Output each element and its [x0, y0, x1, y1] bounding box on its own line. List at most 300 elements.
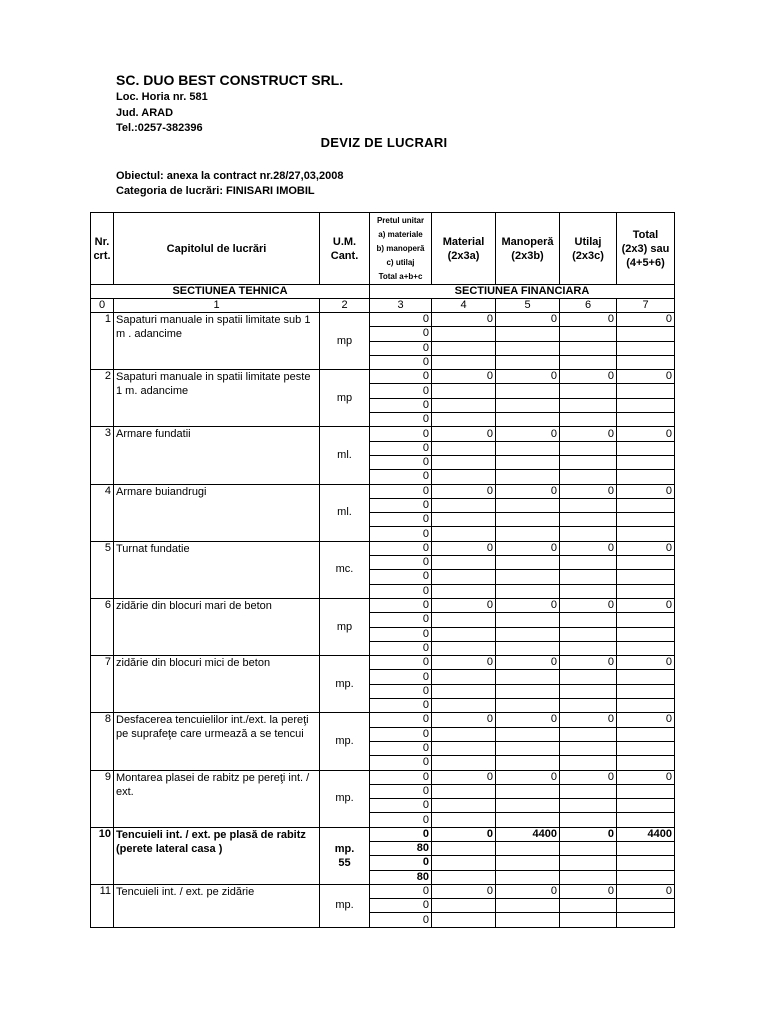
unit-price: 0 [370, 584, 432, 598]
row-unit-label: mp. [335, 677, 354, 690]
empty-cell [617, 570, 675, 584]
row-number: 1 [91, 313, 114, 370]
empty-cell [496, 741, 560, 755]
empty-cell [617, 756, 675, 770]
empty-cell [617, 413, 675, 427]
manopera-value: 0 [496, 770, 560, 784]
empty-cell [432, 784, 496, 798]
unit-price: 0 [370, 398, 432, 412]
empty-cell [496, 699, 560, 713]
utilaj-value: 0 [560, 484, 617, 498]
empty-cell [496, 799, 560, 813]
empty-cell [560, 441, 617, 455]
empty-cell [432, 641, 496, 655]
row-quantity: 55 [338, 856, 351, 869]
empty-cell [432, 727, 496, 741]
empty-cell [560, 527, 617, 541]
utilaj-value: 0 [560, 598, 617, 612]
empty-cell [617, 913, 675, 927]
empty-cell [617, 327, 675, 341]
unit-price: 0 [370, 613, 432, 627]
row-number: 7 [91, 656, 114, 713]
empty-cell [617, 556, 675, 570]
unit-price: 0 [370, 727, 432, 741]
table-row [91, 598, 675, 612]
unit-price: 0 [370, 570, 432, 584]
material-value: 0 [432, 370, 496, 384]
row-number: 6 [91, 598, 114, 655]
manopera-value: 0 [496, 656, 560, 670]
empty-cell [496, 441, 560, 455]
empty-cell [560, 327, 617, 341]
document-title: DEVIZ DE LUCRARI [320, 135, 448, 150]
utilaj-value: 0 [560, 370, 617, 384]
manopera-value: 0 [496, 427, 560, 441]
row-description: Tencuieli int. / ext. pe zidărie [114, 884, 320, 927]
unit-price: 0 [370, 884, 432, 898]
empty-cell [617, 741, 675, 755]
unit-price: 0 [370, 427, 432, 441]
empty-cell [617, 384, 675, 398]
col-index: 6 [560, 299, 617, 313]
empty-cell [617, 513, 675, 527]
section-financiara: SECTIUNEA FINANCIARA [370, 285, 675, 299]
utilaj-value: 0 [560, 313, 617, 327]
row-number: 5 [91, 541, 114, 598]
header-um: U.M. Cant. [320, 213, 370, 285]
material-value: 0 [432, 656, 496, 670]
header-pret-line: Pretul unitar [376, 215, 425, 225]
empty-cell [432, 913, 496, 927]
empty-cell [496, 470, 560, 484]
row-unit [320, 656, 370, 713]
empty-cell [432, 355, 496, 369]
empty-cell [496, 398, 560, 412]
table-row [91, 827, 675, 841]
unit-price: 0 [370, 527, 432, 541]
row-number: 11 [91, 884, 114, 927]
row-unit-label: ml. [337, 448, 352, 461]
unit-price: 0 [370, 627, 432, 641]
row-description: zidărie din blocuri mici de beton [114, 656, 320, 713]
col-index: 5 [496, 299, 560, 313]
unit-price: 0 [370, 684, 432, 698]
material-value: 0 [432, 484, 496, 498]
empty-cell [617, 870, 675, 884]
manopera-value: 0 [496, 884, 560, 898]
empty-cell [617, 799, 675, 813]
unit-price: 0 [370, 699, 432, 713]
col-index: 4 [432, 299, 496, 313]
row-description: Montarea plasei de rabitz pe pereţi int. / ext. [114, 770, 320, 827]
row-number: 9 [91, 770, 114, 827]
empty-cell [560, 613, 617, 627]
unit-price: 0 [370, 355, 432, 369]
col-index: 0 [91, 299, 114, 313]
header-pret-line: Total a+b+c [378, 271, 423, 281]
row-unit [320, 484, 370, 541]
table-row [91, 884, 675, 898]
unit-price: 80 [370, 870, 432, 884]
header-pret [370, 213, 432, 285]
empty-cell [560, 784, 617, 798]
row-number: 3 [91, 427, 114, 484]
empty-cell [496, 870, 560, 884]
company-county: Jud. ARAD [116, 106, 174, 119]
empty-cell [496, 856, 560, 870]
empty-cell [560, 856, 617, 870]
empty-cell [617, 613, 675, 627]
empty-cell [496, 455, 560, 469]
unit-price: 0 [370, 441, 432, 455]
empty-cell [560, 413, 617, 427]
total-value: 0 [617, 770, 675, 784]
empty-cell [617, 641, 675, 655]
empty-cell [432, 627, 496, 641]
table-row [91, 484, 675, 498]
unit-price: 0 [370, 741, 432, 755]
empty-cell [560, 498, 617, 512]
unit-price: 0 [370, 899, 432, 913]
empty-cell [432, 470, 496, 484]
utilaj-value: 0 [560, 541, 617, 555]
empty-cell [496, 498, 560, 512]
table-row [91, 770, 675, 784]
empty-cell [560, 699, 617, 713]
manopera-value: 0 [496, 313, 560, 327]
unit-price: 0 [370, 813, 432, 827]
row-description: Turnat fundatie [114, 541, 320, 598]
total-value: 0 [617, 427, 675, 441]
row-unit [320, 427, 370, 484]
empty-cell [560, 556, 617, 570]
empty-cell [432, 455, 496, 469]
empty-cell [432, 841, 496, 855]
empty-cell [560, 841, 617, 855]
empty-cell [560, 756, 617, 770]
empty-cell [496, 627, 560, 641]
material-value: 0 [432, 884, 496, 898]
header-pret-line: c) utilaj [386, 257, 415, 267]
object-block [116, 169, 343, 199]
empty-cell [560, 384, 617, 398]
empty-cell [617, 455, 675, 469]
empty-cell [432, 699, 496, 713]
empty-cell [617, 813, 675, 827]
empty-cell [617, 584, 675, 598]
empty-cell [617, 899, 675, 913]
unit-price: 0 [370, 513, 432, 527]
unit-price: 0 [370, 498, 432, 512]
empty-cell [560, 899, 617, 913]
empty-cell [617, 341, 675, 355]
row-description: Armare fundatii [114, 427, 320, 484]
unit-price: 0 [370, 341, 432, 355]
empty-cell [496, 413, 560, 427]
row-description: Tencuieli int. / ext. pe plasă de rabitz (perete lateral casa ) [114, 827, 320, 884]
utilaj-value: 0 [560, 884, 617, 898]
empty-cell [560, 870, 617, 884]
utilaj-value: 0 [560, 713, 617, 727]
empty-cell [432, 584, 496, 598]
empty-cell [496, 613, 560, 627]
row-unit-label: mp. [335, 792, 354, 805]
empty-cell [432, 856, 496, 870]
manopera-value: 4400 [496, 827, 560, 841]
empty-cell [617, 470, 675, 484]
manopera-value: 0 [496, 598, 560, 612]
row-unit [320, 598, 370, 655]
empty-cell [432, 327, 496, 341]
empty-cell [496, 784, 560, 798]
empty-cell [617, 498, 675, 512]
unit-price: 0 [370, 484, 432, 498]
unit-price: 0 [370, 384, 432, 398]
empty-cell [560, 741, 617, 755]
row-description: Sapaturi manuale in spatii limitate sub 1 m . adancime [114, 313, 320, 370]
empty-cell [617, 527, 675, 541]
unit-price: 0 [370, 370, 432, 384]
total-value: 0 [617, 313, 675, 327]
empty-cell [432, 670, 496, 684]
empty-cell [560, 355, 617, 369]
empty-cell [432, 684, 496, 698]
total-value: 0 [617, 656, 675, 670]
empty-cell [432, 899, 496, 913]
unit-price: 0 [370, 313, 432, 327]
company-name: SC. DUO BEST CONSTRUCT SRL. [116, 72, 344, 88]
empty-cell [432, 341, 496, 355]
unit-price: 0 [370, 455, 432, 469]
row-unit [320, 313, 370, 370]
empty-cell [432, 870, 496, 884]
empty-cell [496, 670, 560, 684]
material-value: 0 [432, 598, 496, 612]
empty-cell [496, 684, 560, 698]
utilaj-value: 0 [560, 656, 617, 670]
row-number: 4 [91, 484, 114, 541]
company-phone: Tel.:0257-382396 [116, 122, 203, 134]
empty-cell [496, 756, 560, 770]
empty-cell [496, 556, 560, 570]
row-unit-label: mp. [335, 899, 354, 912]
object-line: Obiectul: anexa la contract nr.28/27,03,2008 [116, 170, 344, 182]
empty-cell [432, 398, 496, 412]
row-unit-label: mc. [335, 563, 354, 576]
empty-cell [496, 641, 560, 655]
empty-cell [560, 799, 617, 813]
empty-cell [560, 470, 617, 484]
row-unit [320, 370, 370, 427]
empty-cell [496, 327, 560, 341]
row-number: 10 [91, 827, 114, 884]
material-value: 0 [432, 427, 496, 441]
empty-cell [560, 913, 617, 927]
row-unit-label: mp [336, 391, 353, 404]
empty-cell [617, 784, 675, 798]
manopera-value: 0 [496, 370, 560, 384]
empty-cell [560, 641, 617, 655]
col-index: 1 [114, 299, 320, 313]
empty-cell [496, 527, 560, 541]
row-unit [320, 884, 370, 927]
table-row [91, 713, 675, 727]
empty-cell [432, 799, 496, 813]
col-index: 3 [370, 299, 432, 313]
unit-price: 0 [370, 713, 432, 727]
row-unit-label: ml. [337, 506, 352, 519]
empty-cell [560, 684, 617, 698]
unit-price: 0 [370, 827, 432, 841]
unit-price: 0 [370, 656, 432, 670]
row-unit [320, 827, 370, 884]
table-row [91, 656, 675, 670]
empty-cell [617, 699, 675, 713]
row-unit-label: mp [336, 620, 353, 633]
empty-cell [496, 341, 560, 355]
empty-cell [560, 627, 617, 641]
unit-price: 0 [370, 856, 432, 870]
material-value: 0 [432, 770, 496, 784]
utilaj-value: 0 [560, 827, 617, 841]
row-unit-label: mp. [334, 842, 355, 855]
empty-cell [432, 556, 496, 570]
empty-cell [560, 398, 617, 412]
empty-cell [496, 570, 560, 584]
row-unit-label: mp [336, 334, 353, 347]
unit-price: 80 [370, 841, 432, 855]
row-description: Armare buiandrugi [114, 484, 320, 541]
unit-price: 0 [370, 413, 432, 427]
empty-cell [432, 613, 496, 627]
unit-price: 0 [370, 784, 432, 798]
total-value: 0 [617, 541, 675, 555]
empty-cell [617, 841, 675, 855]
total-value: 0 [617, 598, 675, 612]
total-value: 0 [617, 713, 675, 727]
empty-cell [496, 584, 560, 598]
empty-cell [432, 813, 496, 827]
utilaj-value: 0 [560, 427, 617, 441]
total-value: 0 [617, 484, 675, 498]
row-unit [320, 541, 370, 598]
empty-cell [617, 856, 675, 870]
table-row [91, 541, 675, 555]
header-utilaj: Utilaj (2x3c) [560, 213, 617, 285]
empty-cell [432, 527, 496, 541]
manopera-value: 0 [496, 541, 560, 555]
empty-cell [496, 384, 560, 398]
material-value: 0 [432, 541, 496, 555]
header-pret-line: b) manoperă [376, 243, 425, 253]
row-number: 8 [91, 713, 114, 770]
material-value: 0 [432, 313, 496, 327]
empty-cell [496, 899, 560, 913]
empty-cell [432, 441, 496, 455]
empty-cell [617, 441, 675, 455]
empty-cell [496, 355, 560, 369]
header-material: Material (2x3a) [432, 213, 496, 285]
empty-cell [432, 756, 496, 770]
row-description: zidărie din blocuri mari de beton [114, 598, 320, 655]
empty-cell [560, 341, 617, 355]
unit-price: 0 [370, 799, 432, 813]
row-unit [320, 713, 370, 770]
empty-cell [560, 570, 617, 584]
company-address: Loc. Horia nr. 581 [116, 91, 208, 103]
estimate-table [90, 212, 675, 928]
empty-cell [560, 813, 617, 827]
empty-cell [617, 727, 675, 741]
unit-price: 0 [370, 327, 432, 341]
header-total: Total (2x3) sau (4+5+6) [617, 213, 675, 285]
unit-price: 0 [370, 670, 432, 684]
company-header [116, 70, 343, 137]
unit-price: 0 [370, 556, 432, 570]
unit-price: 0 [370, 598, 432, 612]
material-value: 0 [432, 713, 496, 727]
section-tehnica: SECTIUNEA TEHNICA [91, 285, 370, 299]
header-capitol: Capitolul de lucrări [114, 213, 320, 285]
row-unit [320, 770, 370, 827]
unit-price: 0 [370, 770, 432, 784]
table-row [91, 427, 675, 441]
empty-cell [432, 570, 496, 584]
empty-cell [496, 513, 560, 527]
total-value: 4400 [617, 827, 675, 841]
category-line: Categoria de lucrări: FINISARI IMOBIL [116, 185, 315, 197]
table-row [91, 370, 675, 384]
empty-cell [617, 355, 675, 369]
empty-cell [496, 727, 560, 741]
utilaj-value: 0 [560, 770, 617, 784]
header-nr: Nr. crt. [91, 213, 114, 285]
row-description: Sapaturi manuale in spatii limitate peste 1 m. adancime [114, 370, 320, 427]
empty-cell [560, 584, 617, 598]
row-description: Desfacerea tencuielilor int./ext. la pereţi pe suprafeţe care urmează a se tencui [114, 713, 320, 770]
empty-cell [560, 670, 617, 684]
header-manopera: Manoperă (2x3b) [496, 213, 560, 285]
empty-cell [560, 513, 617, 527]
col-index: 2 [320, 299, 370, 313]
column-index-row [91, 299, 675, 313]
table-body [91, 313, 675, 928]
empty-cell [496, 841, 560, 855]
unit-price: 0 [370, 470, 432, 484]
col-index: 7 [617, 299, 675, 313]
total-value: 0 [617, 370, 675, 384]
empty-cell [560, 455, 617, 469]
material-value: 0 [432, 827, 496, 841]
total-value: 0 [617, 884, 675, 898]
header-pret-line: a) materiale [378, 229, 423, 239]
table-row [91, 313, 675, 327]
empty-cell [432, 384, 496, 398]
manopera-value: 0 [496, 484, 560, 498]
empty-cell [617, 670, 675, 684]
empty-cell [617, 684, 675, 698]
empty-cell [496, 913, 560, 927]
empty-cell [432, 513, 496, 527]
empty-cell [432, 413, 496, 427]
unit-price: 0 [370, 913, 432, 927]
unit-price: 0 [370, 541, 432, 555]
empty-cell [432, 741, 496, 755]
row-unit-label: mp. [335, 734, 354, 747]
empty-cell [560, 727, 617, 741]
empty-cell [496, 813, 560, 827]
unit-price: 0 [370, 641, 432, 655]
